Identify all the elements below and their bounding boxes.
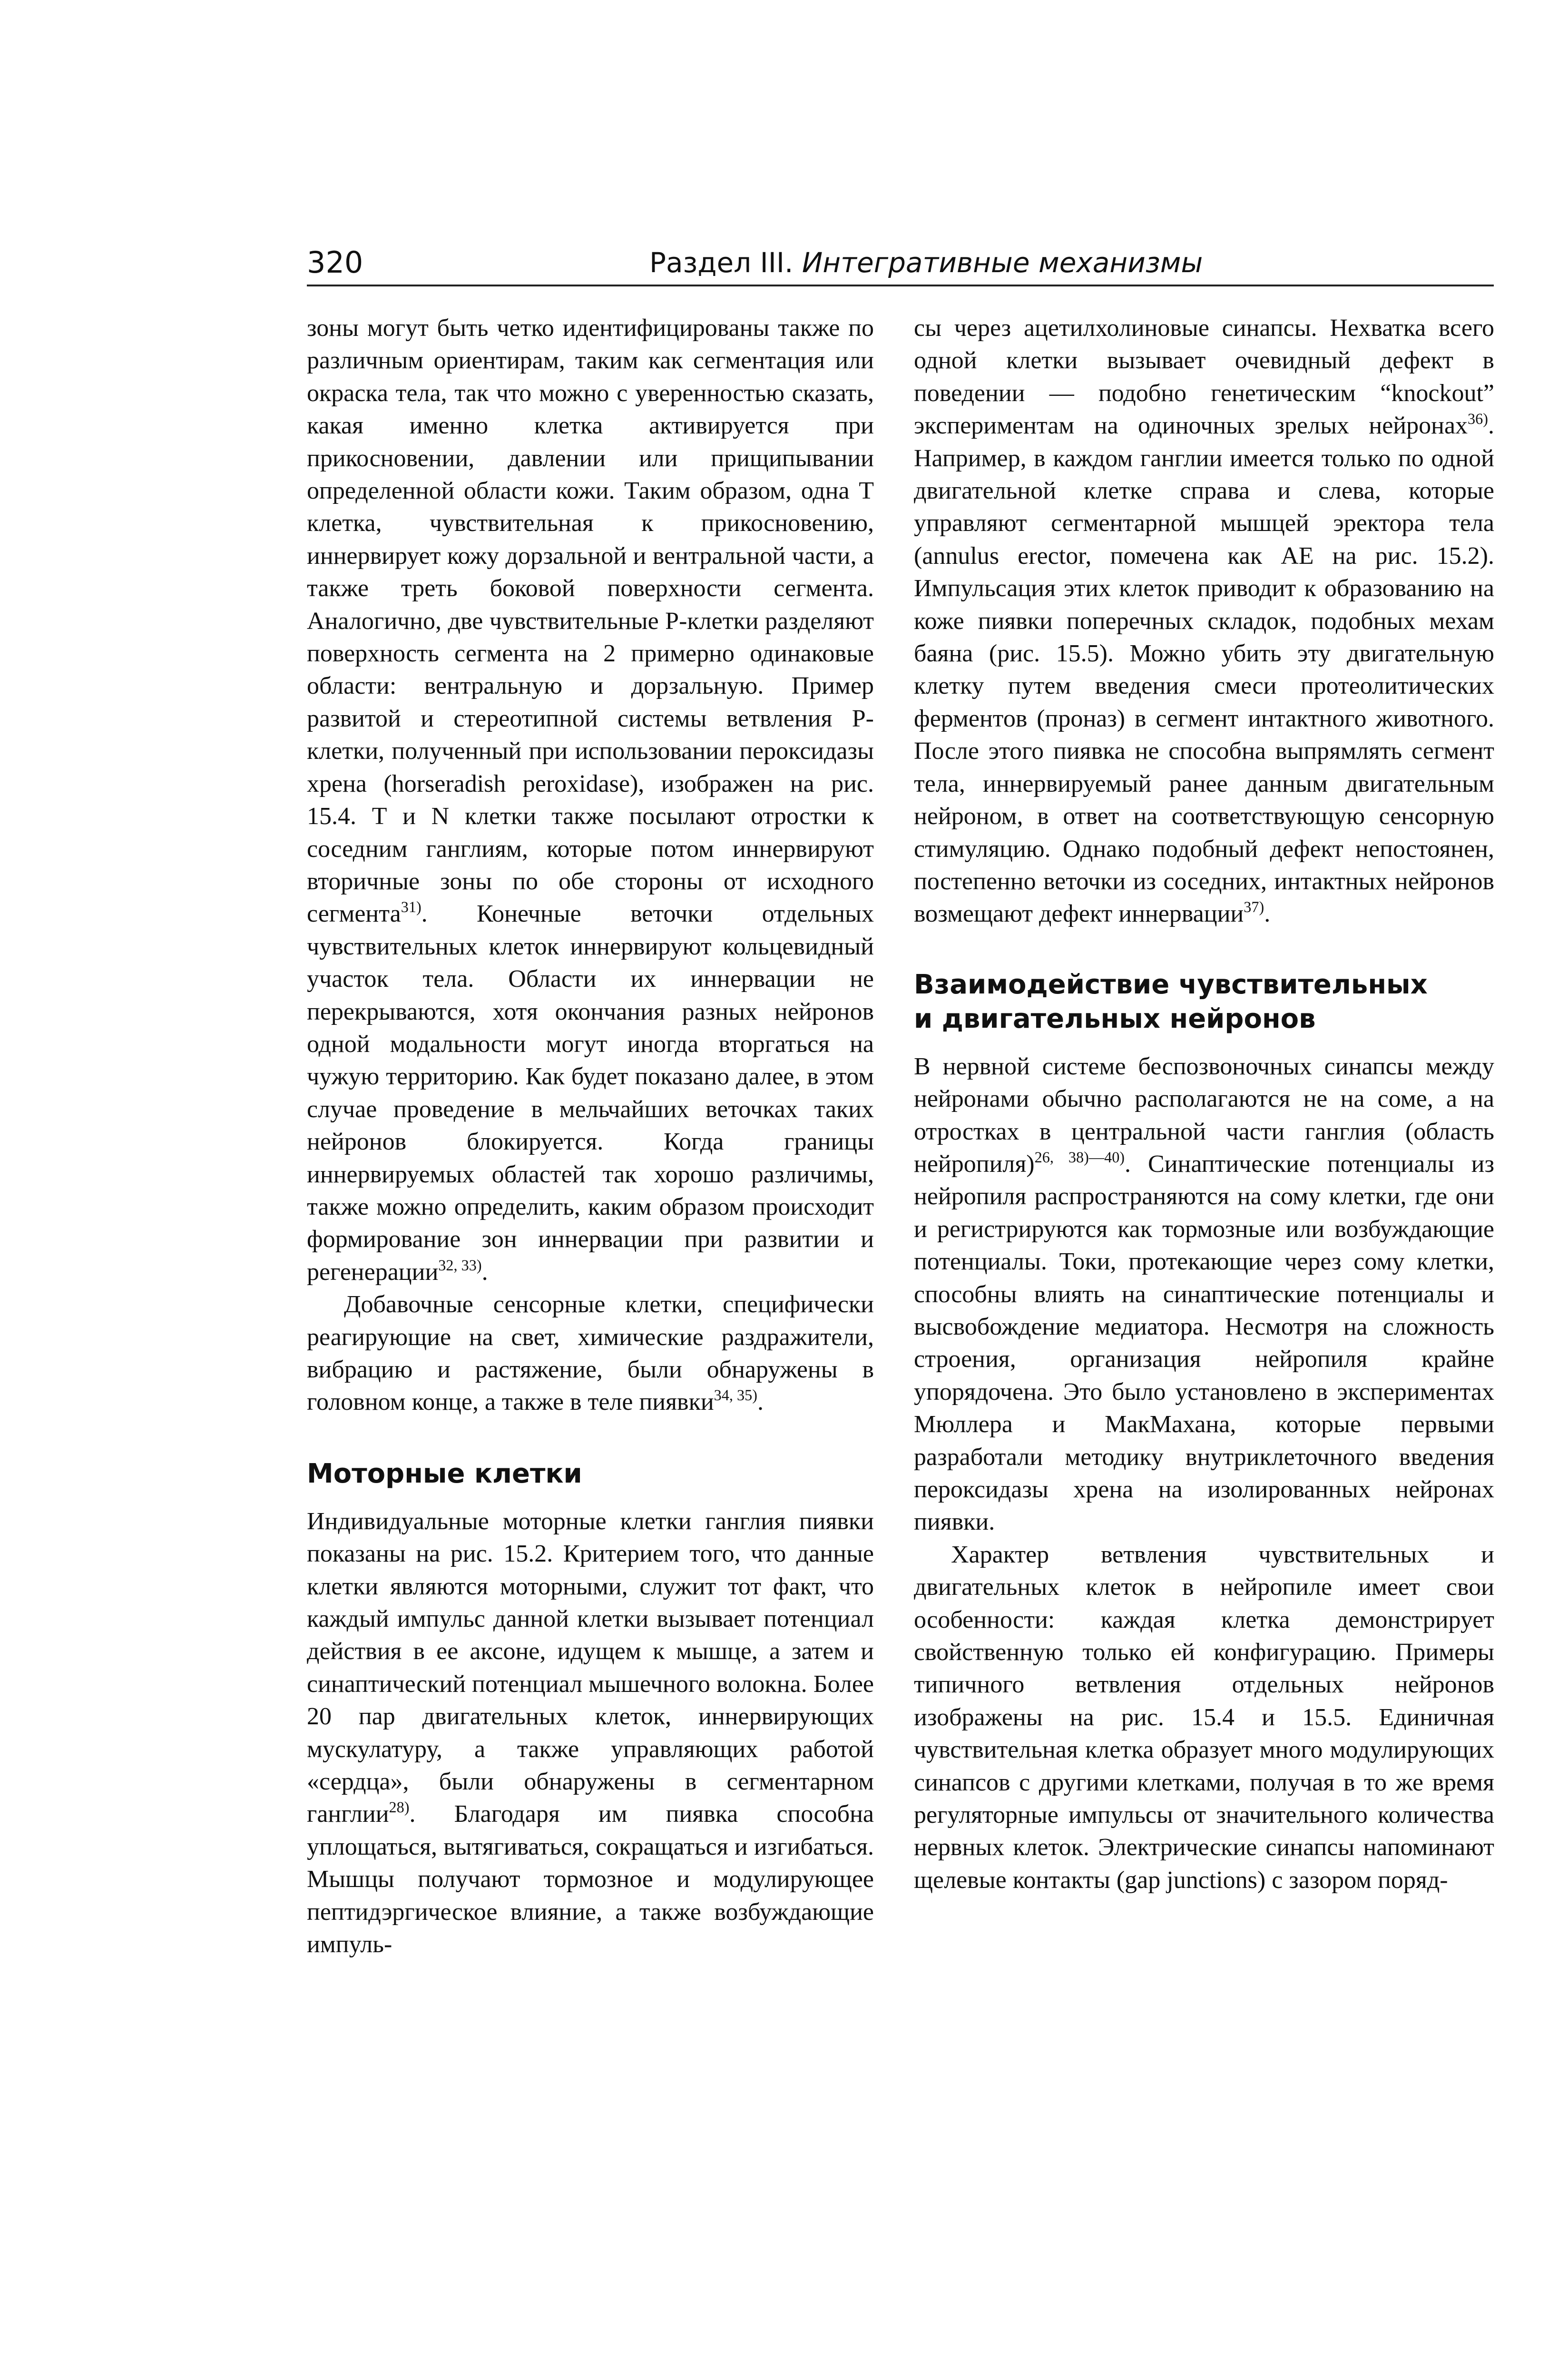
heading-motor-cells: Моторные клетки <box>307 1458 582 1489</box>
left-paragraph-2: Добавочные сенсорные клетки, специфически реагирующие на свет, химические раздражители, вибрацию и растяжение, были обнаружены в головном конце, а также в теле пиявки$^{34, 35)}$. <box>307 1291 874 1416</box>
left-paragraph-1: зоны могут быть четко идентифицированы также по различным ориентирам, таким как сегментация или окраска тела, так что можно с уверенностью сказать, какая именно клетка активируется при прикосновении, давлении или прищипывании определенной области кожи. Таким образом, одна Т клетка, чувствительная к прикосновению, иннервирует кожу дорзальной и вентральной части, а также треть боковой поверхности сегмента. Аналогично, две чувствительные Р-клетки разделяют поверхность сегмента на 2 примерно одинаковые области: вентральную и дорзальную. Пример развитой и стереотипной системы ветвления Р-клетки, полученный при использовании пероксидазы хрена (horseradish peroxidase), изображен на рис. 15.4. Т и N клетки также посылают отростки к соседним ганглиям, которые потом иннервируют вторичные зоны по обе стороны от исходного сегмента$^{31)}$. Конечные веточки отдельных чувствительных клеток иннервируют кольцевидный участок тела. Области их иннервации не перекрываются, хотя окончания разных нейронов одной модальности могут иногда вторгаться на чужую территорию. Как будет показано далее, в этом случае проведение в мельчайших веточках таких нейронов блокируется. Когда границы иннервируемых областей так хорошо различимы, также можно определить, каким образом происходит формирование зон иннервации при развитии и регенерации$^{32, 33)}$. <box>307 315 874 1286</box>
right-paragraph-1: сы через ацетилхолиновые синапсы. Нехватка всего одной клетки вызывает очевидный дефект в поведении — подобно генетическим “knockout” экспериментам на одиночных зрелых нейронах$^{36)}$. Например, в каждом ганглии имеется только по одной двигательной клетке справа и слева, которые управляют сегментарной мышцей эректора тела (annulus erector, помечена как АЕ на рис. 15.2). Импульсация этих клеток приводит к образованию на коже пиявки поперечных складок, подобных мехам баяна (рис. 15.5). Можно убить эту двигательную клетку путем введения смеси протеолитических ферментов (проназ) в сегмент интактного животного. После этого пиявка не способна выпрямлять сегмент тела, иннервируемый ранее данным двигательным нейроном, в ответ на соответствующую сенсорную стимуляцию. Однако подобный дефект непостоянен, постепенно веточки из соседних, интактных нейронов возмещают дефект иннервации$^{37)}$. <box>914 315 1494 928</box>
ref-28: 28) <box>389 1799 410 1816</box>
ref-36: 36) <box>1468 410 1488 428</box>
right-column <box>914 312 1494 1897</box>
heading-sensory-motor-interaction: Взаимодействие чувствительных и двигательных нейронов <box>914 969 1428 1034</box>
ref-37: 37) <box>1244 898 1264 916</box>
page-number: 320 <box>307 245 363 280</box>
section-subtitle: Интегративные механизмы <box>802 246 1203 279</box>
running-header <box>307 244 1494 287</box>
left-column <box>307 312 874 1961</box>
section-label: Раздел III. <box>649 246 794 279</box>
running-title <box>649 244 1203 282</box>
ref-31: 31) <box>401 898 421 916</box>
right-paragraph-3: Характер ветвления чувствительных и двигательных клеток в нейропиле имеет свои особенности: каждая клетка демонстрирует свойственную только ей конфигурацию. Примеры типичного ветвления отдельных нейронов изображены на рис. 15.4 и 15.5. Единичная чувствительная клетка образует много модулирующих синапсов с другими клетками, получая в то же время регуляторные импульсы от значительного количества нервных клеток. Электрические синапсы напоминают щелевые контакты (gap junctions) с зазором поряд- <box>914 1541 1494 1894</box>
ref-26-38-40: 26, 38)—40) <box>1034 1148 1125 1166</box>
ref-34-35: 34, 35) <box>714 1386 757 1404</box>
ref-32-33: 32, 33) <box>438 1256 482 1274</box>
header-rule <box>307 285 1494 286</box>
left-paragraph-3: Индивидуальные моторные клетки ганглия пиявки показаны на рис. 15.2. Критерием того, что данные клетки являются моторными, служит тот факт, что каждый импульс данной клетки вызывает потенциал действия в ее аксоне, идущем к мышце, а затем и синаптический потенциал мышечного волокна. Более 20 пар двигательных клеток, иннервирующих мускулатуру, а также управляющих работой «сердца», были обнаружены в сегментарном ганглии$^{28)}$. Благодаря им пиявка способна уплощаться, вытягиваться, сокращаться и изгибаться. Мышцы получают тормозное и модулирующее пептидэргическое влияние, а также возбуждающие импуль- <box>307 1507 874 1958</box>
right-paragraph-2: В нервной системе беспозвоночных синапсы между нейронами обычно располагаются не на соме, а на отростках в центральной части ганглия (область нейропиля)$^{26, 38)—40)}$. Синаптические потенциалы из нейропиля распространяются на сому клетки, где они и регистрируются как тормозные или возбуждающие потенциалы. Токи, протекающие через сому клетки, способны влиять на синаптические потенциалы и высвобождение медиатора. Несмотря на сложность строения, организация нейропиля крайне упорядочена. Это было установлено в экспериментах Мюллера и МакМахана, которые первыми разработали методику внутриклеточного введения пероксидазы хрена на изолированных нейронах пиявки. <box>914 1052 1494 1536</box>
